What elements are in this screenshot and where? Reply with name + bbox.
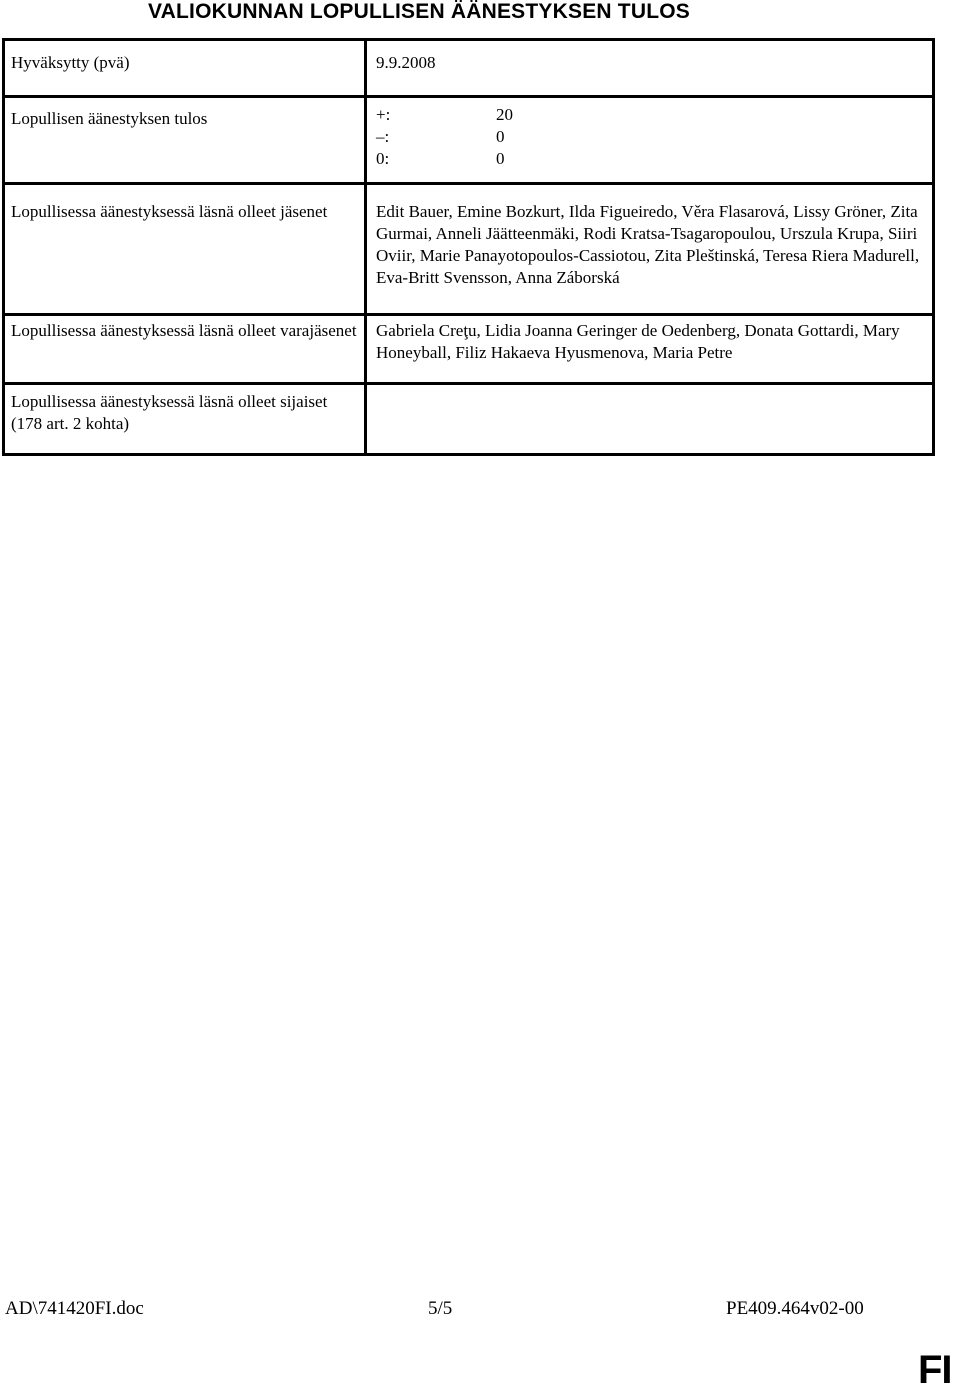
members-list: Edit Bauer, Emine Bozkurt, Ilda Figueiredo, Věra Flasarová, Lissy Gröner, Zita Gurmai, Anneli Jäätteenmäki, Rodi Kratsa-Tsagaropoulou, Urszula Krupa, Siiri Oviir, Marie Panayotopoulos-Cassiotou, Zita Pleštinská, Teresa Riera Madurell, Eva-Britt Svensson, Anna Záborská [366,184,934,315]
footer-page-number: 5/5 [428,1298,453,1319]
deputies-label: Lopullisessa äänestyksessä läsnä olleet sijaiset (178 art. 2 kohta) [4,384,366,455]
table-row-substitutes [4,315,934,384]
result-label: Lopullisen äänestyksen tulos [4,97,366,184]
deputies-list [366,384,934,455]
table-row-result [4,97,934,184]
members-label: Lopullisessa äänestyksessä läsnä olleet jäsenet [4,184,366,315]
result-tally [366,97,934,184]
tally-for-symbol: +: [376,105,391,124]
adopted-date: 9.9.2008 [366,40,934,97]
table-row-members [4,184,934,315]
substitutes-label: Lopullisessa äänestyksessä läsnä olleet varajäsenet [4,315,366,384]
tally-against-count: 0 [496,127,505,146]
table-row-deputies [4,384,934,455]
tally-for [376,104,926,126]
page-title: VALIOKUNNAN LOPULLISEN ÄÄNESTYKSEN TULOS [148,0,690,23]
adopted-label: Hyväksytty (pvä) [4,40,366,97]
tally-against [376,126,926,148]
tally-for-count: 20 [496,105,513,124]
vote-result-table [2,38,935,456]
substitutes-list: Gabriela Creţu, Lidia Joanna Geringer de Oedenberg, Donata Gottardi, Mary Honeyball, Filiz Hakaeva Hyusmenova, Maria Petre [366,315,934,384]
language-code: FI [918,1348,952,1392]
tally-abstain-symbol: 0: [376,149,390,168]
tally-against-symbol: –: [376,127,390,146]
footer-pe-ref: PE409.464v02-00 [726,1298,864,1319]
tally-abstain [376,148,926,170]
table-row-adopted [4,40,934,97]
tally-abstain-count: 0 [496,149,505,168]
footer-doc-ref: AD\741420FI.doc [5,1298,144,1319]
